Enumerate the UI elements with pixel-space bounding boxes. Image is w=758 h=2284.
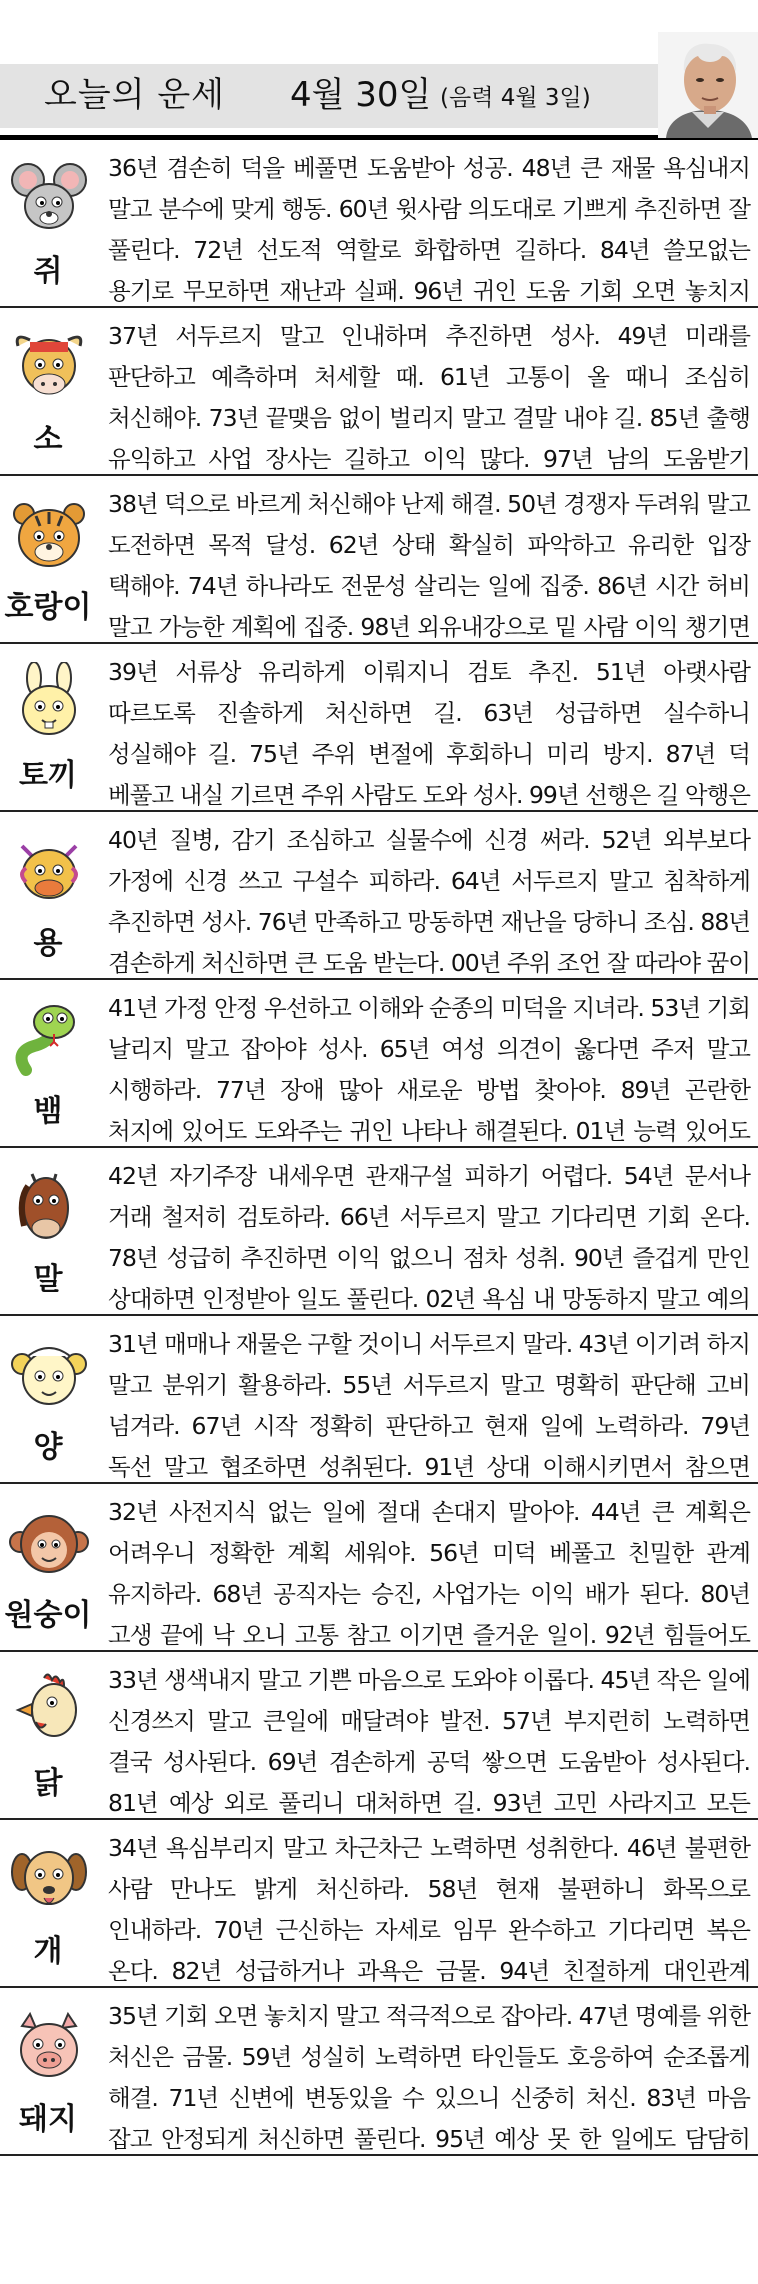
fortune-text: 32년 사전지식 없는 일에 절대 손대지 말아야. 44년 큰 계획은 어려우니 정확한 계획 세워야. 56년 미덕 베풀고 친밀한 관계 유지하라. 68년 공직자는 승진, 사업가는 이익 배가 된다. 80년 고생 끝에 낙 오니 고통 참고 이기면 즐거운 일이. 92년 힘들어도 <box>108 1498 750 1649</box>
animal-column <box>0 1652 96 1818</box>
animal-column <box>0 1316 96 1482</box>
rat-icon <box>8 158 90 240</box>
tiger-icon <box>8 494 90 576</box>
monkey-icon <box>8 1502 90 1584</box>
animal-column <box>0 1148 96 1314</box>
fortune-text: 38년 덕으로 바르게 처신해야 난제 해결. 50년 경쟁자 두려워 말고 도전하면 목적 달성. 62년 상태 확실히 파악하고 유리한 입장 택해야. 74년 하나라도 전문성 살리는 일에 집중. 86년 시간 허비 말고 가능한 계획에 집중. 98년 외유내강으로 밑 사람 이익 챙기면 <box>108 490 750 641</box>
dog-icon <box>8 1838 90 1920</box>
rooster-icon <box>8 1670 90 1752</box>
snake-icon <box>8 998 90 1080</box>
animal-column <box>0 140 96 306</box>
animal-name: 닭 <box>33 1766 63 1801</box>
fortune-row <box>0 644 758 812</box>
rabbit-icon <box>8 662 90 744</box>
animal-name: 소 <box>33 422 63 457</box>
fortune-row <box>0 1148 758 1316</box>
pig-icon <box>8 2006 90 2088</box>
animal-column <box>0 812 96 978</box>
fortune-text: 35년 기회 오면 놓치지 말고 적극적으로 잡아라. 47년 명예를 위한 처신은 금물. 59년 성실히 노력하면 타인들도 호응하여 순조롭게 해결. 71년 신변에 변동있을 수 있으니 신중히 처신. 83년 마음 잡고 안정되게 처신하면 풀린다. 95년 예상 못 한 일에도 담담히 <box>108 2002 750 2153</box>
fortune-text: 33년 생색내지 말고 기쁜 마음으로 도와야 이롭다. 45년 작은 일에 신경쓰지 말고 큰일에 매달려야 발전. 57년 부지런히 노력하면 결국 성사된다. 69년 겸손하게 공덕 쌓으면 도움받아 성사된다. 81년 예상 외로 풀리니 대처하면 길. 93년 고민 사라지고 모든 <box>108 1666 750 1817</box>
fortune-row <box>0 308 758 476</box>
animal-name: 돼지 <box>19 2102 77 2137</box>
fortune-row <box>0 1484 758 1652</box>
animal-column <box>0 644 96 810</box>
fortune-text: 41년 가정 안정 우선하고 이해와 순종의 미덕을 지녀라. 53년 기회 날리지 말고 잡아야 성사. 65년 여성 의견이 옳다면 주저 말고 시행하라. 77년 장애 많아 새로운 방법 찾아야. 89년 곤란한 처지에 있어도 도와주는 귀인 나타나 해결된다. 01년 능력 있어도 <box>108 994 750 1145</box>
animal-column <box>0 980 96 1146</box>
animal-column <box>0 308 96 474</box>
animal-column <box>0 1820 96 1986</box>
fortune-row <box>0 1652 758 1820</box>
animal-name: 개 <box>33 1934 63 1969</box>
author-photo <box>658 32 758 138</box>
ox-icon <box>8 326 90 408</box>
fortune-text: 39년 서류상 유리하게 이뤄지니 검토 추진. 51년 아랫사람 따르도록 진솔하게 처신하면 길. 63년 성급하면 실수하니 성실해야 길. 75년 주위 변절에 후회하니 미리 방지. 87년 덕 베풀고 내실 기르면 주위 사람도 도와 성사. 99년 선행은 길 악행은 <box>108 658 750 809</box>
animal-name: 말 <box>33 1262 63 1297</box>
animal-name: 호랑이 <box>4 590 92 625</box>
animal-name: 쥐 <box>33 254 63 289</box>
fortune-text: 36년 겸손히 덕을 베풀면 도움받아 성공. 48년 큰 재물 욕심내지 말고 분수에 맞게 행동. 60년 윗사람 의도대로 기쁘게 추진하면 잘 풀린다. 72년 선도적 역할로 화합하면 길하다. 84년 쓸모없는 용기로 무모하면 재난과 실패. 96년 귀인 도움 기회 오면 놓치지 <box>108 154 750 305</box>
fortune-row <box>0 812 758 980</box>
animal-column <box>0 1988 96 2154</box>
header <box>0 0 758 140</box>
date-label: 4월 30일 <box>290 75 432 115</box>
fortune-row <box>0 476 758 644</box>
fortune-text: 40년 질병, 감기 조심하고 실물수에 신경 써라. 52년 외부보다 가정에 신경 쓰고 구설수 피하라. 64년 서두르지 말고 침착하게 추진하면 성사. 76년 만족하고 망동하면 재난을 당하니 조심. 88년 겸손하게 처신하면 큰 도움 받는다. 00년 주위 조언 잘 따라야 꿈이 <box>108 826 750 977</box>
fortune-row <box>0 1820 758 1988</box>
fortune-row <box>0 140 758 308</box>
fortune-row <box>0 980 758 1148</box>
animal-name: 뱀 <box>33 1094 63 1129</box>
animal-name: 양 <box>33 1430 63 1465</box>
fortune-row <box>0 1988 758 2156</box>
lunar-date-label: (음력 4월 3일) <box>440 85 591 111</box>
fortune-text: 34년 욕심부리지 말고 차근차근 노력하면 성취한다. 46년 불편한 사람 만나도 밝게 처신하라. 58년 현재 불편하니 화목으로 인내하라. 70년 근신하는 자세로 임무 완수하고 기다리면 복은 온다. 82년 성급하거나 과욕은 금물. 94년 친절하게 대인관계 <box>108 1834 750 1985</box>
animal-column <box>0 1484 96 1650</box>
fortune-row <box>0 1316 758 1484</box>
dragon-icon <box>8 830 90 912</box>
sheep-icon <box>8 1334 90 1416</box>
animal-column <box>0 476 96 642</box>
fortune-text: 42년 자기주장 내세우면 관재구설 피하기 어렵다. 54년 문서나 거래 철저히 검토하라. 66년 서두르지 말고 기다리면 기회 온다. 78년 성급히 추진하면 이익 없으니 점차 성취. 90년 즐겁게 만인 상대하면 인정받아 일도 풀린다. 02년 욕심 내 망동하지 말고 예의 <box>108 1162 750 1313</box>
animal-name: 용 <box>33 926 63 961</box>
fortune-text: 37년 서두르지 말고 인내하며 추진하면 성사. 49년 미래를 판단하고 예측하며 처세할 때. 61년 고통이 올 때니 조심히 처신해야. 73년 끝맺음 없이 벌리지 말고 결말 내야 길. 85년 출행 유익하고 사업 장사는 길하고 이익 많다. 97년 남의 도움받기 <box>108 322 750 473</box>
horse-icon <box>8 1166 90 1248</box>
fortune-text: 31년 매매나 재물은 구할 것이니 서두르지 말라. 43년 이기려 하지 말고 분위기 활용하라. 55년 서두르지 말고 명확히 판단해 고비 넘겨라. 67년 시작 정확히 판단하고 현재 일에 노력하라. 79년 독선 말고 협조하면 성취된다. 91년 상대 이해시키면서 참으면 <box>108 1330 750 1481</box>
animal-name: 원숭이 <box>4 1598 92 1633</box>
page-title: 오늘의 운세 <box>44 75 226 115</box>
animal-name: 토끼 <box>19 758 77 793</box>
